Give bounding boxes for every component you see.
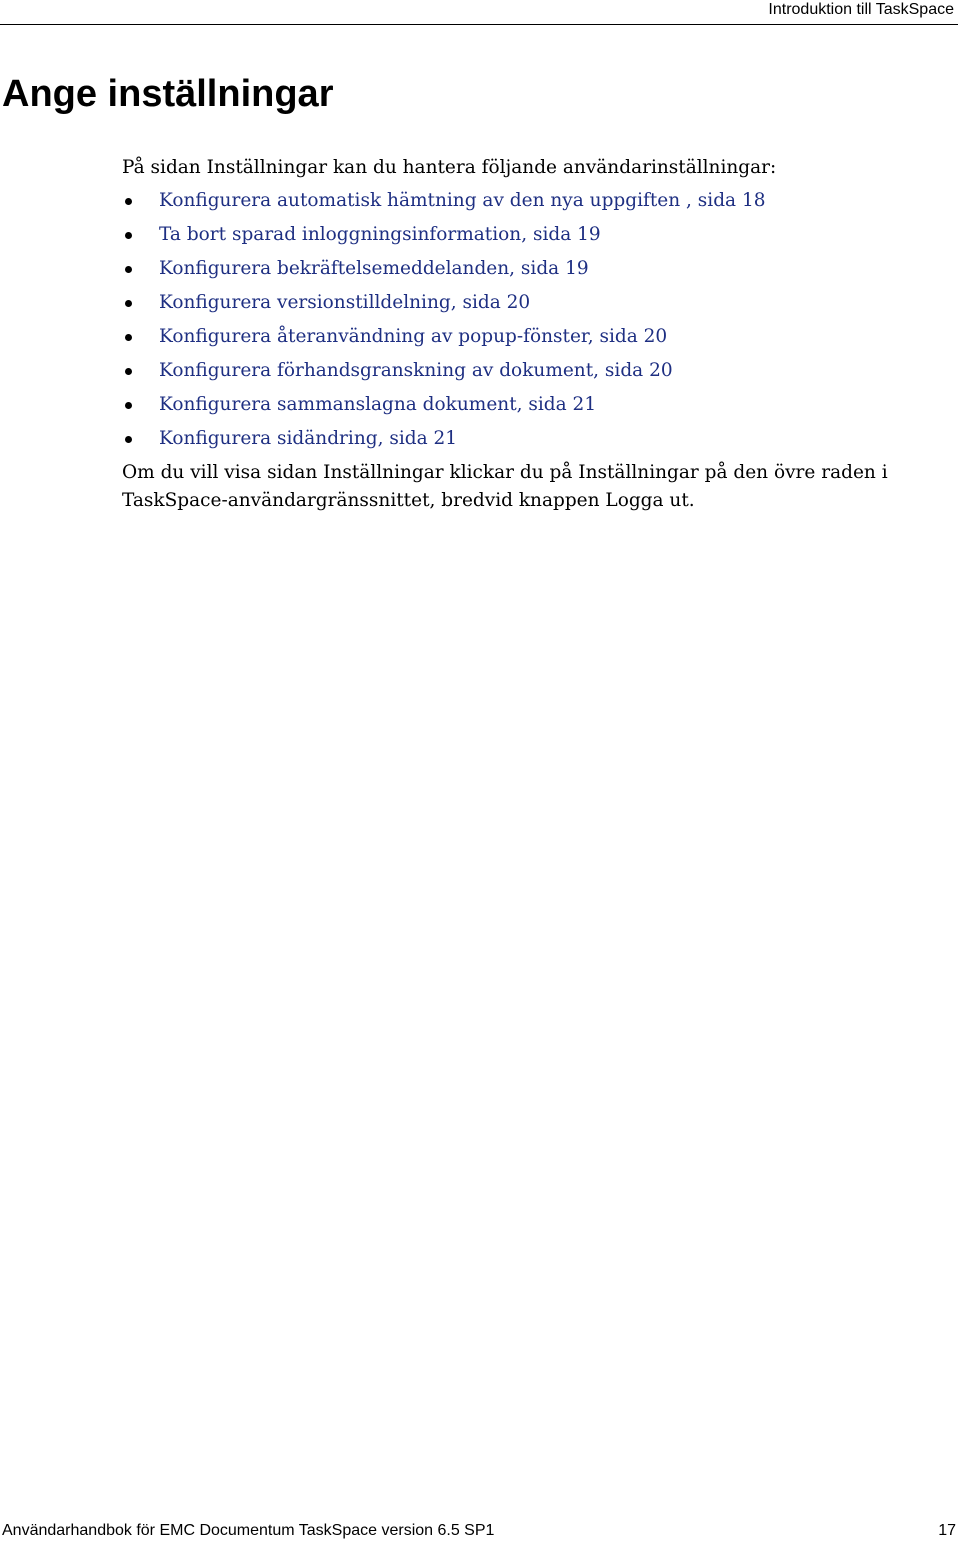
settings-link-list [122, 185, 942, 457]
main-content [122, 155, 942, 515]
link-popup-reuse[interactable]: Konfigurera återanvändning av popup-fönster, sida 20 [159, 326, 668, 347]
link-confirmation-messages[interactable]: Konfigurera bekräftelsemeddelanden, sida 19 [159, 258, 589, 279]
running-header [0, 0, 958, 25]
page-title: Ange inställningar [2, 73, 334, 115]
list-item [122, 423, 942, 457]
bullet-icon [125, 436, 132, 443]
bullet-icon [125, 198, 132, 205]
outro-text: Om du vill visa sidan Inställningar klickar du på Inställningar på den övre raden i TaskSpace-användargränssnittet, bredvid knappen Logga ut. [122, 462, 888, 511]
link-document-preview[interactable]: Konfigurera förhandsgranskning av dokument, sida 20 [159, 360, 673, 381]
intro-text: På sidan Inställningar kan du hantera följande användarinställningar: [122, 157, 777, 178]
link-auto-fetch-task[interactable]: Konfigurera automatisk hämtning av den nya uppgiften , sida 18 [159, 190, 766, 211]
footer-page-number: 17 [938, 1522, 956, 1539]
bullet-icon [125, 334, 132, 341]
list-item [122, 185, 942, 219]
bullet-icon [125, 266, 132, 273]
running-header-title: Introduktion till TaskSpace [768, 1, 954, 18]
footer-book-title: Användarhandbok för EMC Documentum TaskSpace version 6.5 SP1 [2, 1522, 495, 1539]
list-item [122, 287, 942, 321]
list-item [122, 355, 942, 389]
bullet-icon [125, 402, 132, 409]
bullet-icon [125, 232, 132, 239]
bullet-icon [125, 300, 132, 307]
list-item [122, 253, 942, 287]
link-page-change[interactable]: Konfigurera sidändring, sida 21 [159, 428, 458, 449]
list-item [122, 219, 942, 253]
link-merged-documents[interactable]: Konfigurera sammanslagna dokument, sida 21 [159, 394, 597, 415]
link-version-assignment[interactable]: Konfigurera versionstilldelning, sida 20 [159, 292, 531, 313]
list-item [122, 389, 942, 423]
bullet-icon [125, 368, 132, 375]
link-remove-saved-login[interactable]: Ta bort sparad inloggningsinformation, sida 19 [159, 224, 601, 245]
list-item [122, 321, 942, 355]
